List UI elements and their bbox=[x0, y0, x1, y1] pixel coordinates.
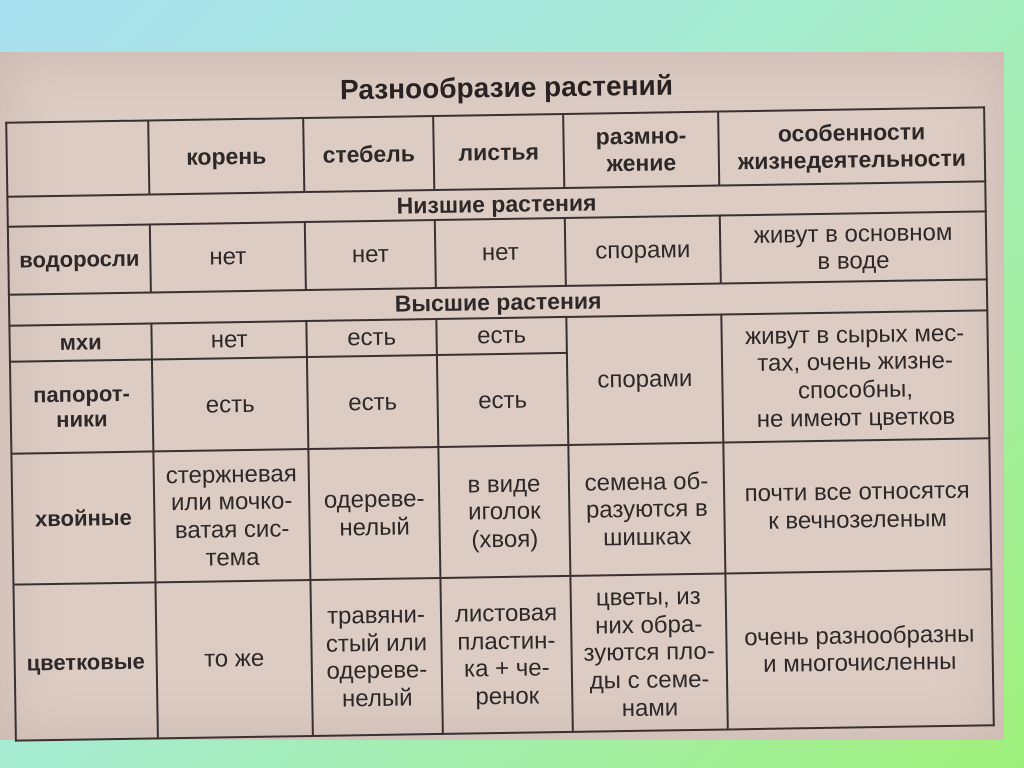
text-line: стый или bbox=[325, 628, 428, 658]
header-features-line: жизнедеятельности bbox=[737, 144, 967, 175]
text-line: зуются пло- bbox=[583, 638, 715, 668]
header-reproduction-line: жение bbox=[606, 149, 677, 177]
cell-algae-stem: нет bbox=[305, 220, 436, 290]
text-line: в виде bbox=[467, 469, 541, 499]
text-line: папорот- bbox=[32, 380, 131, 408]
text-line: них обра- bbox=[594, 610, 703, 640]
cell-mosses-stem: есть bbox=[306, 319, 437, 358]
text-line: разуются в bbox=[585, 494, 708, 524]
cell-spores-reproduction: спорами bbox=[566, 314, 723, 445]
header-features bbox=[718, 107, 985, 185]
row-label-flowering: цветковые bbox=[13, 583, 157, 741]
text-line: одереве- bbox=[326, 656, 428, 685]
text-line: нелый bbox=[341, 684, 413, 713]
cell-ferns-root: есть bbox=[152, 357, 308, 452]
cell-flowering-stem bbox=[310, 578, 442, 736]
cell-flowering-root: то же bbox=[155, 580, 312, 738]
newspaper-clipping bbox=[0, 52, 1004, 740]
text-line: шишках bbox=[602, 522, 692, 552]
table-title: Разнообразие растений bbox=[339, 69, 674, 106]
text-line: или мочко- bbox=[170, 487, 293, 517]
text-line: одереве- bbox=[323, 485, 425, 515]
text-line: к вечнозеленым bbox=[768, 504, 948, 535]
text-line: почти все относятся bbox=[744, 476, 970, 508]
header-root: корень bbox=[148, 118, 304, 194]
text-line: тема bbox=[205, 543, 260, 572]
text-line: тах, очень жизне- bbox=[757, 347, 954, 378]
cell-mosses-root: нет bbox=[151, 321, 307, 360]
header-reproduction-line: размно- bbox=[595, 122, 687, 150]
row-label-algae: водоросли bbox=[8, 225, 151, 295]
table-row-conifers bbox=[11, 439, 991, 585]
cell-flowering-leaves bbox=[440, 576, 572, 734]
text-line: цветы, из bbox=[595, 583, 701, 612]
text-line: травяни- bbox=[326, 601, 426, 630]
section-higher-plants: Высшие растения bbox=[9, 279, 987, 325]
row-label-conifers: хвойные bbox=[11, 452, 155, 585]
cell-algae-features bbox=[720, 212, 987, 284]
text-line: пластин- bbox=[457, 626, 556, 656]
cell-conifers-reproduction bbox=[568, 443, 725, 576]
cell-flowering-reproduction bbox=[570, 574, 727, 732]
row-label-ferns bbox=[10, 360, 153, 454]
text-line: ренок bbox=[475, 682, 540, 711]
text-line: (хвоя) bbox=[471, 525, 539, 554]
text-line: стержневая bbox=[165, 459, 297, 489]
text-line: живут в сырых мес- bbox=[744, 319, 965, 350]
cell-mosses-leaves: есть bbox=[436, 316, 567, 355]
cell-flowering-features bbox=[725, 570, 993, 730]
header-stem: стебель bbox=[303, 116, 434, 192]
text-line: и многочисленны bbox=[762, 648, 957, 679]
text-line: живут в основном bbox=[753, 218, 953, 249]
text-line: очень разнообразны bbox=[744, 620, 975, 651]
cell-algae-leaves: нет bbox=[435, 218, 566, 288]
text-line: нелый bbox=[339, 513, 411, 542]
cell-conifers-root bbox=[153, 449, 310, 582]
row-label-mosses: мхи bbox=[9, 323, 152, 362]
text-line: ватая сис- bbox=[174, 515, 290, 545]
text-line: ники bbox=[55, 406, 108, 433]
header-features-line: особенности bbox=[777, 118, 926, 147]
cell-spores-features bbox=[721, 310, 989, 443]
header-empty-cell bbox=[6, 120, 149, 196]
text-line: нами bbox=[621, 693, 679, 722]
header-reproduction bbox=[563, 112, 719, 188]
plants-diversity-table bbox=[5, 106, 995, 741]
text-line: ка + че- bbox=[463, 654, 550, 683]
text-line: семена об- bbox=[584, 467, 709, 497]
text-line: листовая bbox=[454, 599, 558, 628]
table-row-flowering bbox=[13, 570, 993, 741]
text-line: иголок bbox=[467, 497, 541, 526]
text-line: ды с семе- bbox=[589, 665, 710, 695]
text-line: способны, bbox=[797, 375, 914, 405]
text-line: в воде bbox=[817, 246, 890, 276]
cell-conifers-features bbox=[723, 439, 991, 574]
cell-conifers-leaves bbox=[438, 445, 570, 578]
cell-algae-root: нет bbox=[150, 222, 306, 292]
header-leaves: листья bbox=[433, 114, 564, 190]
cell-algae-reproduction: спорами bbox=[565, 216, 721, 286]
cell-ferns-leaves: есть bbox=[437, 353, 568, 447]
cell-conifers-stem bbox=[308, 447, 440, 580]
cell-ferns-stem: есть bbox=[307, 355, 438, 449]
text-line: не имеют цветков bbox=[756, 402, 956, 433]
section-lower-plants: Низшие растения bbox=[7, 181, 985, 227]
